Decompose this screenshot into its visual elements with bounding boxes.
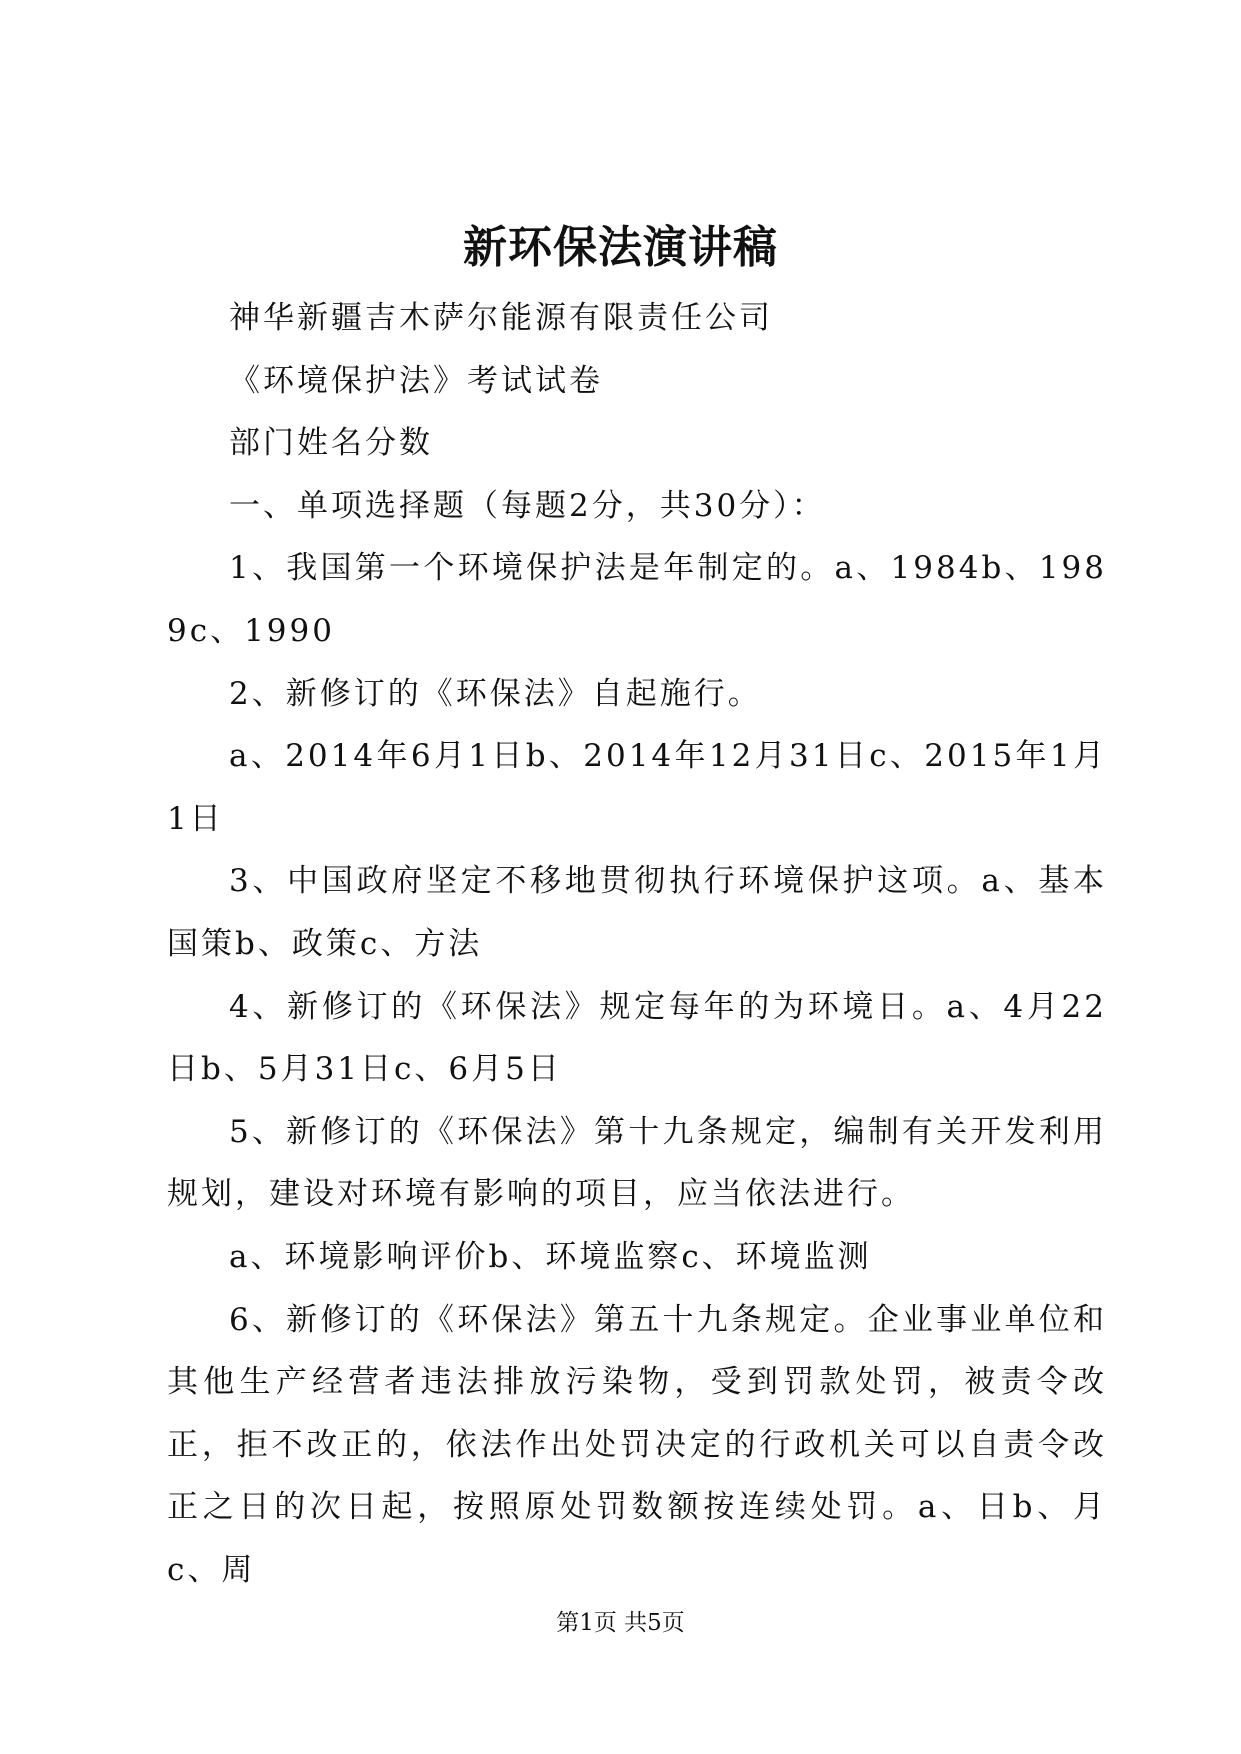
paragraph-info-fields: 部门姓名分数 xyxy=(229,425,433,462)
paragraph-question-3: 3、中国政府坚定不移地贯彻执行环境保护这项。a、基本国策b、政策c、方法 xyxy=(167,863,1107,962)
page-footer: 第1页 共5页 xyxy=(556,1610,685,1636)
paragraph-question-6: 6、新修订的《环保法》第五十九条规定。企业事业单位和其他生产经营者违法排放污染物，受到罚款处罚，被责令改正，拒不改正的，依法作出处罚决定的行政机关可以自责令改正之日的次日起，按照原处罚数额按连续处罚。a、日b、月c、周 xyxy=(167,1301,1107,1588)
paragraph-question-5: 5、新修订的《环保法》第十九条规定，编制有关开发利用规划，建设对环境有影响的项目，应当依法进行。 xyxy=(167,1113,1107,1213)
paragraph-question-1: 1、我国第一个环境保护法是年制定的。a、1984b、1989c、1990 xyxy=(167,550,1107,649)
paragraph-company: 神华新疆吉木萨尔能源有限责任公司 xyxy=(229,300,773,336)
paragraph-section-heading: 一、单项选择题（每题2分，共30分）： xyxy=(229,487,826,524)
document-body xyxy=(167,287,1107,1601)
paragraph-question-5-options: a、环境影响评价b、环境监察c、环境监测 xyxy=(229,1238,872,1275)
paragraph-question-2: 2、新修订的《环保法》自起施行。 xyxy=(229,675,762,712)
paragraph-exam-title: 《环境保护法》考试试卷 xyxy=(229,362,603,399)
paragraph-question-2-options: a、2014年6月1日b、2014年12月31日c、2015年1月1日 xyxy=(167,738,1107,837)
document-title: 新环保法演讲稿 xyxy=(463,222,778,273)
paragraph-question-4: 4、新修订的《环保法》规定每年的为环境日。a、4月22日b、5月31日c、6月5日 xyxy=(167,988,1107,1088)
